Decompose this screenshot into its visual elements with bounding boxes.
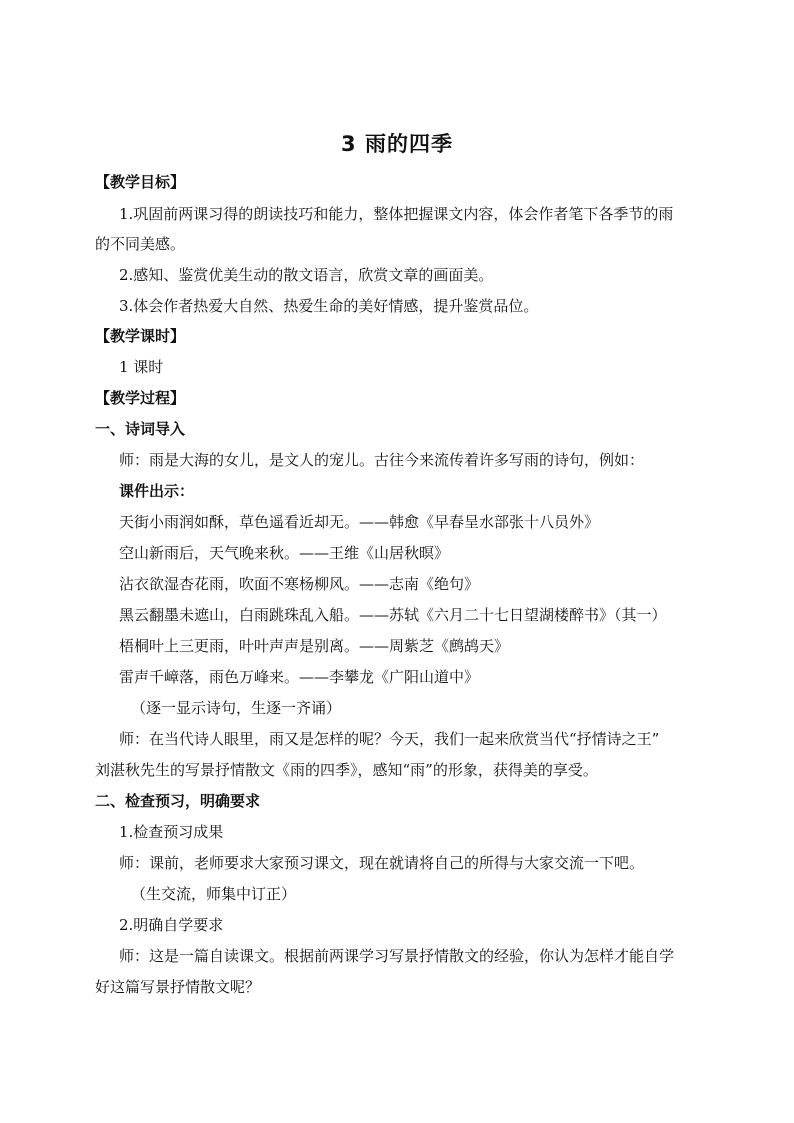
recitation-note: （逐一显示诗句，生逐一齐诵） [131, 699, 342, 717]
process-heading: 【教学过程】 [95, 389, 186, 407]
document-title: 3 雨的四季 [341, 132, 453, 156]
hours-heading: 【教学课时】 [95, 327, 186, 345]
poem-line: 沾衣欲湿杏花雨，吹面不寒杨柳风。——志南《绝句》 [119, 575, 480, 593]
courseware-label: 课件出示： [119, 482, 195, 500]
section-2-sub-2-teacher-line-1: 师：这是一篇自读课文。根据前两课学习写景抒情散文的经验，你认为怎样才能自学 [119, 947, 675, 965]
section-1-teacher-intro: 师：雨是大海的女儿，是文人的宠儿。古往今来流传着许多写雨的诗句，例如： [119, 451, 645, 469]
section-2-sub-2-teacher-line-2: 好这篇写景抒情散文呢？ [95, 978, 261, 996]
goal-item-1-line-2: 的不同美感。 [95, 235, 186, 253]
section-2-heading: 二、检查预习，明确要求 [95, 792, 261, 810]
section-2-sub-1-teacher: 师：课前，老师要求大家预习课文，现在就请将自己的所得与大家交流一下吧。 [119, 854, 645, 872]
poem-line: 黑云翻墨未遮山，白雨跳珠乱入船。——苏轼《六月二十七日望湖楼醉书》（其一） [119, 606, 667, 624]
poem-line: 天街小雨润如酥，草色遥看近却无。——韩愈《早春呈水部张十八员外》 [119, 513, 600, 531]
goal-item-3: 3.体会作者热爱大自然、热爱生命的美好情感，提升鉴赏品位。 [119, 297, 539, 315]
goal-item-1-line-1: 1.巩固前两课习得的朗读技巧和能力，整体把握课文内容，体会作者笔下各季节的雨 [119, 205, 674, 223]
teacher-transition-line-1: 师：在当代诗人眼里，雨又是怎样的呢？今天，我们一起来欣赏当代“抒情诗之王” [119, 730, 660, 748]
poem-line: 雷声千嶂落，雨色万峰来。——李攀龙《广阳山道中》 [119, 668, 480, 686]
poem-line: 梧桐叶上三更雨，叶叶声声是别离。——周紫芝《鹧鸪天》 [119, 637, 510, 655]
section-2-sub-1-note: （生交流，师集中订正） [131, 885, 297, 903]
goals-heading: 【教学目标】 [95, 173, 186, 191]
section-2-sub-1: 1.检查预习成果 [119, 823, 224, 841]
hours-value: 1 课时 [119, 358, 164, 376]
section-1-heading: 一、诗词导入 [95, 420, 186, 438]
goal-item-2: 2.感知、鉴赏优美生动的散文语言，欣赏文章的画面美。 [119, 266, 494, 284]
poem-line: 空山新雨后，天气晚来秋。——王维《山居秋暝》 [119, 544, 450, 562]
section-2-sub-2: 2.明确自学要求 [119, 916, 224, 934]
teacher-transition-line-2: 刘湛秋先生的写景抒情散文《雨的四季》，感知“雨”的形象，获得美的享受。 [95, 761, 598, 779]
